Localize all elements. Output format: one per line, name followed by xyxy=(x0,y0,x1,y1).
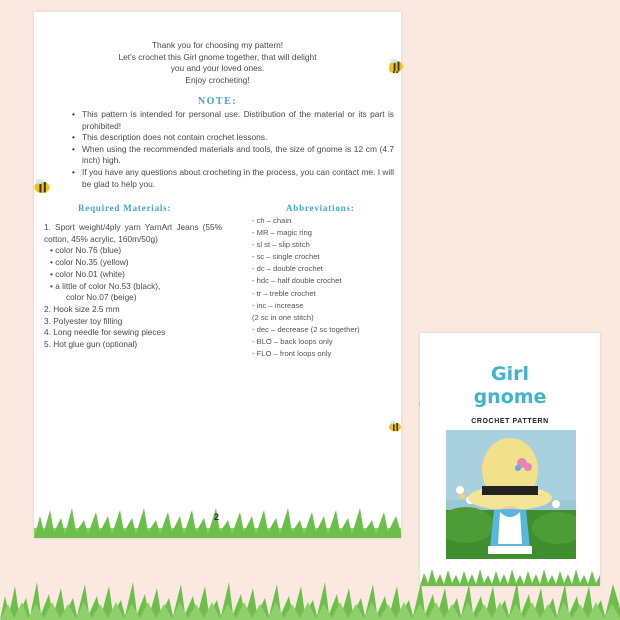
cover-title-line2: gnome xyxy=(473,386,547,408)
abbreviation-item: - tr – treble crochet xyxy=(252,288,316,298)
bottom-grass-decoration xyxy=(0,578,620,620)
intro-line: you and your loved ones. xyxy=(170,63,265,74)
material-item: 2. Hook size 2.5 mm xyxy=(44,303,120,314)
pattern-cover xyxy=(420,333,600,586)
material-item: • color No.01 (white) xyxy=(50,268,125,279)
note-item: • When using the recommended materials and tools, the size of gnome is 12 cm (4.7 inch) high. xyxy=(72,144,394,167)
material-item: • color No.76 (blue) xyxy=(50,245,122,256)
abbreviation-item: - dec – decrease (2 sc together) xyxy=(252,324,360,334)
bee-icon xyxy=(388,420,401,432)
intro-text xyxy=(94,40,341,86)
abbreviation-item: - inc – increase xyxy=(252,300,304,310)
material-item: • a little of color No.53 (black), xyxy=(50,280,161,291)
abbreviation-item: - sc – single crochet xyxy=(252,252,320,262)
intro-line: Thank you for choosing my pattern! xyxy=(151,40,284,50)
abbreviation-item: - BLO – back loops only xyxy=(252,336,333,346)
note-title: NOTE: xyxy=(197,96,238,107)
cover-subtitle: CROCHET PATTERN xyxy=(471,418,549,425)
material-item: 5. Hot glue gun (optional) xyxy=(44,339,138,350)
material-item: • color No.35 (yellow) xyxy=(50,257,129,268)
cover-title-line1: Girl xyxy=(491,363,529,385)
note-item: • This description does not contain crochet lessons. xyxy=(72,132,394,144)
abbreviation-item: - hdc – half double crochet xyxy=(252,276,342,286)
intro-line: Enjoy crocheting! xyxy=(185,74,250,85)
abbreviation-item: - sl st – slip stitch xyxy=(252,240,310,250)
abbreviations-list xyxy=(252,215,401,360)
abbreviations-title: Abbreviations: xyxy=(286,203,355,213)
material-item: 1. Sport weight/4ply yarn YarnArt Jeans (55% cotton, 45% acrylic, 160m/50g) xyxy=(44,222,222,244)
abbreviation-item: - dc – double crochet xyxy=(252,264,323,274)
material-item: 3. Polyester toy filling xyxy=(44,315,123,326)
note-item: • This pattern is intended for personal use. Distribution of the material or its part is prohibited! xyxy=(72,109,394,132)
abbreviation-item: - FLO – front loops only xyxy=(252,349,332,359)
abbreviation-item: (2 sc in one stitch) xyxy=(252,312,314,322)
note-item: • If you have any questions about crocheting in the process, you can contact me. I will be glad to help you. xyxy=(72,167,394,190)
bee-icon xyxy=(388,58,404,72)
materials-title: Required Materials: xyxy=(78,203,172,213)
page-number: 2 xyxy=(214,512,220,522)
intro-line: Let's crochet this Girl gnome together, that will delight xyxy=(118,51,317,62)
bee-icon xyxy=(33,178,51,194)
material-item: color No.07 (beige) xyxy=(66,292,137,303)
pattern-page xyxy=(34,12,401,538)
abbreviation-item: - MR – magic ring xyxy=(252,228,312,238)
materials-list xyxy=(44,222,222,351)
gnome-photo xyxy=(446,430,576,559)
note-list xyxy=(72,109,394,190)
abbreviation-item: - ch – chain xyxy=(252,216,292,225)
material-item: 4. Long needle for sewing pieces xyxy=(44,327,166,338)
